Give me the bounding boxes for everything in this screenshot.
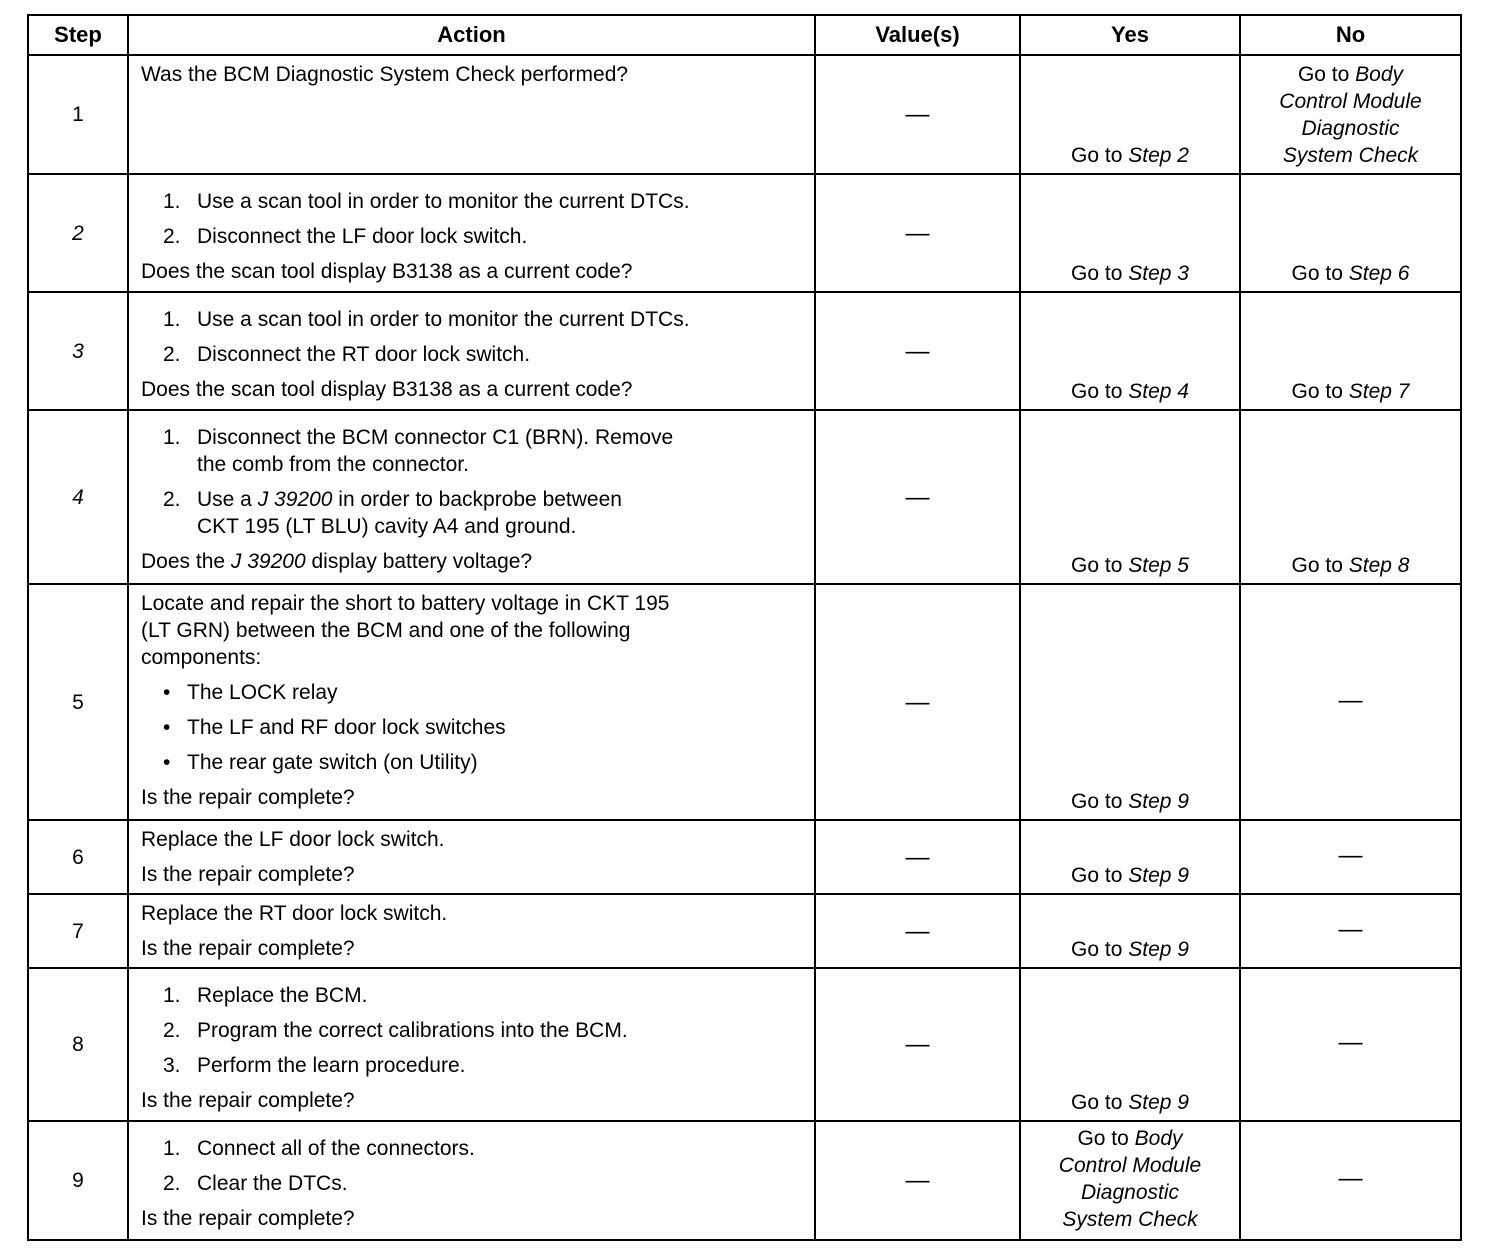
goto-prefix: Go to bbox=[1297, 63, 1350, 86]
goto-prefix: Go to bbox=[1071, 262, 1123, 285]
instruction-list bbox=[141, 306, 806, 368]
list-item: 1. Use a scan tool in order to monitor the current DTCs. bbox=[163, 190, 690, 213]
goto-prefix: Go to bbox=[1071, 864, 1123, 887]
list-item: 2. Disconnect the RT door lock switch. bbox=[163, 343, 531, 366]
instruction-list bbox=[141, 1135, 806, 1197]
list-item: 1. Disconnect the BCM connector C1 (BRN). Remove the comb from the connector. bbox=[163, 426, 674, 476]
list-item: 2. Clear the DTCs. bbox=[163, 1172, 348, 1195]
action-question: Is the repair complete? bbox=[141, 1089, 355, 1112]
yes-cell bbox=[1020, 820, 1240, 894]
yes-cell bbox=[1020, 894, 1240, 968]
goto-target-link[interactable]: Step 2 bbox=[1128, 144, 1189, 167]
list-item: • The LF and RF door lock switches bbox=[163, 716, 506, 739]
yes-cell bbox=[1020, 968, 1240, 1121]
goto-target-link[interactable]: Diagnostic bbox=[1301, 117, 1400, 140]
instruction-list bbox=[141, 982, 806, 1079]
instruction-list bbox=[141, 188, 806, 250]
yes-cell bbox=[1020, 584, 1240, 820]
header-yes: Yes bbox=[1020, 15, 1240, 55]
header-row bbox=[28, 15, 1461, 55]
goto-prefix: Go to bbox=[1077, 1126, 1129, 1150]
no-cell bbox=[1240, 174, 1461, 292]
goto-target-link[interactable]: Step 9 bbox=[1128, 938, 1189, 961]
action-cell bbox=[128, 55, 815, 174]
value-cell: — bbox=[815, 820, 1020, 894]
no-cell: — bbox=[1240, 584, 1461, 820]
value-cell: — bbox=[815, 292, 1020, 410]
no-cell bbox=[1240, 55, 1461, 174]
action-cell bbox=[128, 1121, 815, 1240]
action-cell bbox=[128, 292, 815, 410]
list-item: • The LOCK relay bbox=[163, 681, 338, 704]
action-cell: Locate and repair the short to battery voltage in CKT 195 (LT GRN) between the BCM and one of the following components: • The LOCK relay • The LF and RF door lock switches • The rear gate switch (on Utility) Is the repair complete? bbox=[128, 584, 815, 820]
no-cell bbox=[1240, 292, 1461, 410]
goto-target-link[interactable]: Step 9 bbox=[1128, 790, 1189, 813]
header-no: No bbox=[1240, 15, 1461, 55]
list-item: 1. Connect all of the connectors. bbox=[163, 1137, 475, 1160]
bullet-list bbox=[141, 679, 806, 776]
table-row bbox=[28, 584, 1461, 820]
goto-prefix: Go to bbox=[1071, 554, 1123, 577]
goto-target-link[interactable]: Body bbox=[1355, 63, 1404, 86]
table-row bbox=[28, 1121, 1461, 1240]
list-item: 2. Use a J 39200 in order to backprobe between CKT 195 (LT BLU) cavity A4 and ground. bbox=[163, 488, 622, 538]
action-question: Is the repair complete? bbox=[141, 786, 355, 809]
action-question: Is the repair complete? bbox=[141, 937, 355, 960]
table-row bbox=[28, 820, 1461, 894]
no-cell: — bbox=[1240, 1121, 1461, 1240]
step-number: 2 bbox=[28, 174, 128, 292]
value-cell: — bbox=[815, 1121, 1020, 1240]
goto-target-link[interactable]: System Check bbox=[1062, 1207, 1198, 1231]
list-item: 2. Disconnect the LF door lock switch. bbox=[163, 225, 528, 248]
no-cell bbox=[1240, 410, 1461, 584]
instruction-list bbox=[141, 424, 806, 540]
action-question: Does the scan tool display B3138 as a current code? bbox=[141, 378, 633, 401]
action-question: Does the scan tool display B3138 as a current code? bbox=[141, 260, 633, 283]
goto-target-link[interactable]: Control Module bbox=[1279, 90, 1422, 113]
goto-target-link[interactable]: Step 8 bbox=[1348, 554, 1410, 577]
goto-target-link[interactable]: System Check bbox=[1282, 144, 1419, 167]
yes-cell bbox=[1020, 410, 1240, 584]
list-item: • The rear gate switch (on Utility) bbox=[163, 751, 478, 774]
goto-target-link[interactable]: Step 6 bbox=[1348, 262, 1410, 285]
goto-target-link[interactable]: Step 5 bbox=[1128, 554, 1189, 577]
value-cell: — bbox=[815, 584, 1020, 820]
goto-prefix: Go to bbox=[1291, 380, 1343, 403]
value-cell: — bbox=[815, 55, 1020, 174]
goto-target-link[interactable]: Step 4 bbox=[1128, 380, 1189, 403]
goto-target-link[interactable]: Control Module bbox=[1058, 1153, 1202, 1177]
step-number: 6 bbox=[28, 820, 128, 894]
goto-target-link[interactable]: Step 9 bbox=[1128, 1091, 1189, 1114]
list-item: 2. Program the correct calibrations into the BCM. bbox=[163, 1019, 628, 1042]
step-number: 8 bbox=[28, 968, 128, 1121]
step-number: 1 bbox=[28, 55, 128, 174]
value-cell: — bbox=[815, 968, 1020, 1121]
goto-prefix: Go to bbox=[1291, 262, 1343, 285]
step-number: 3 bbox=[28, 292, 128, 410]
goto-target-link[interactable]: Diagnostic bbox=[1080, 1180, 1180, 1204]
yes-cell bbox=[1020, 174, 1240, 292]
action-question: Is the repair complete? bbox=[141, 1207, 355, 1230]
step-number: 5 bbox=[28, 584, 128, 820]
diagnostic-table bbox=[27, 14, 1462, 1241]
no-cell: — bbox=[1240, 968, 1461, 1121]
table-row bbox=[28, 968, 1461, 1121]
no-cell: — bbox=[1240, 894, 1461, 968]
goto-target-link[interactable]: Step 7 bbox=[1348, 380, 1410, 403]
action-cell bbox=[128, 174, 815, 292]
value-cell: — bbox=[815, 174, 1020, 292]
table-row bbox=[28, 174, 1461, 292]
value-cell: — bbox=[815, 410, 1020, 584]
value-cell: — bbox=[815, 894, 1020, 968]
header-values: Value(s) bbox=[815, 15, 1020, 55]
action-cell bbox=[128, 410, 815, 584]
step-number: 9 bbox=[28, 1121, 128, 1240]
table-row bbox=[28, 292, 1461, 410]
yes-cell bbox=[1020, 55, 1240, 174]
goto-target-link[interactable]: Step 9 bbox=[1128, 864, 1189, 887]
step-number: 7 bbox=[28, 894, 128, 968]
action-question: Was the BCM Diagnostic System Check performed? bbox=[141, 63, 629, 86]
no-cell: — bbox=[1240, 820, 1461, 894]
yes-cell bbox=[1020, 1121, 1240, 1240]
table-row bbox=[28, 55, 1461, 174]
tool-reference: J 39200 bbox=[257, 488, 333, 511]
action-question: Does the J 39200 display battery voltage? bbox=[141, 550, 533, 573]
tool-reference: J 39200 bbox=[230, 550, 306, 573]
header-step: Step bbox=[28, 15, 128, 55]
goto-prefix: Go to bbox=[1071, 790, 1123, 813]
goto-prefix: Go to bbox=[1071, 1091, 1123, 1114]
goto-prefix: Go to bbox=[1071, 380, 1123, 403]
action-question: Is the repair complete? bbox=[141, 863, 355, 886]
table-row bbox=[28, 894, 1461, 968]
goto-target-link[interactable]: Body bbox=[1134, 1126, 1183, 1150]
action-cell: Replace the RT door lock switch. Is the repair complete? bbox=[128, 894, 815, 968]
goto-prefix: Go to bbox=[1071, 144, 1123, 167]
goto-target-link[interactable]: Step 3 bbox=[1128, 262, 1189, 285]
yes-cell bbox=[1020, 292, 1240, 410]
action-cell bbox=[128, 968, 815, 1121]
goto-prefix: Go to bbox=[1291, 554, 1343, 577]
list-item: 3. Perform the learn procedure. bbox=[163, 1054, 466, 1077]
goto-prefix: Go to bbox=[1071, 938, 1123, 961]
list-item: 1. Replace the BCM. bbox=[163, 984, 368, 1007]
table-row bbox=[28, 410, 1461, 584]
header-action: Action bbox=[128, 15, 815, 55]
action-cell: Replace the LF door lock switch. Is the repair complete? bbox=[128, 820, 815, 894]
list-item: 1. Use a scan tool in order to monitor the current DTCs. bbox=[163, 308, 690, 331]
step-number: 4 bbox=[28, 410, 128, 584]
